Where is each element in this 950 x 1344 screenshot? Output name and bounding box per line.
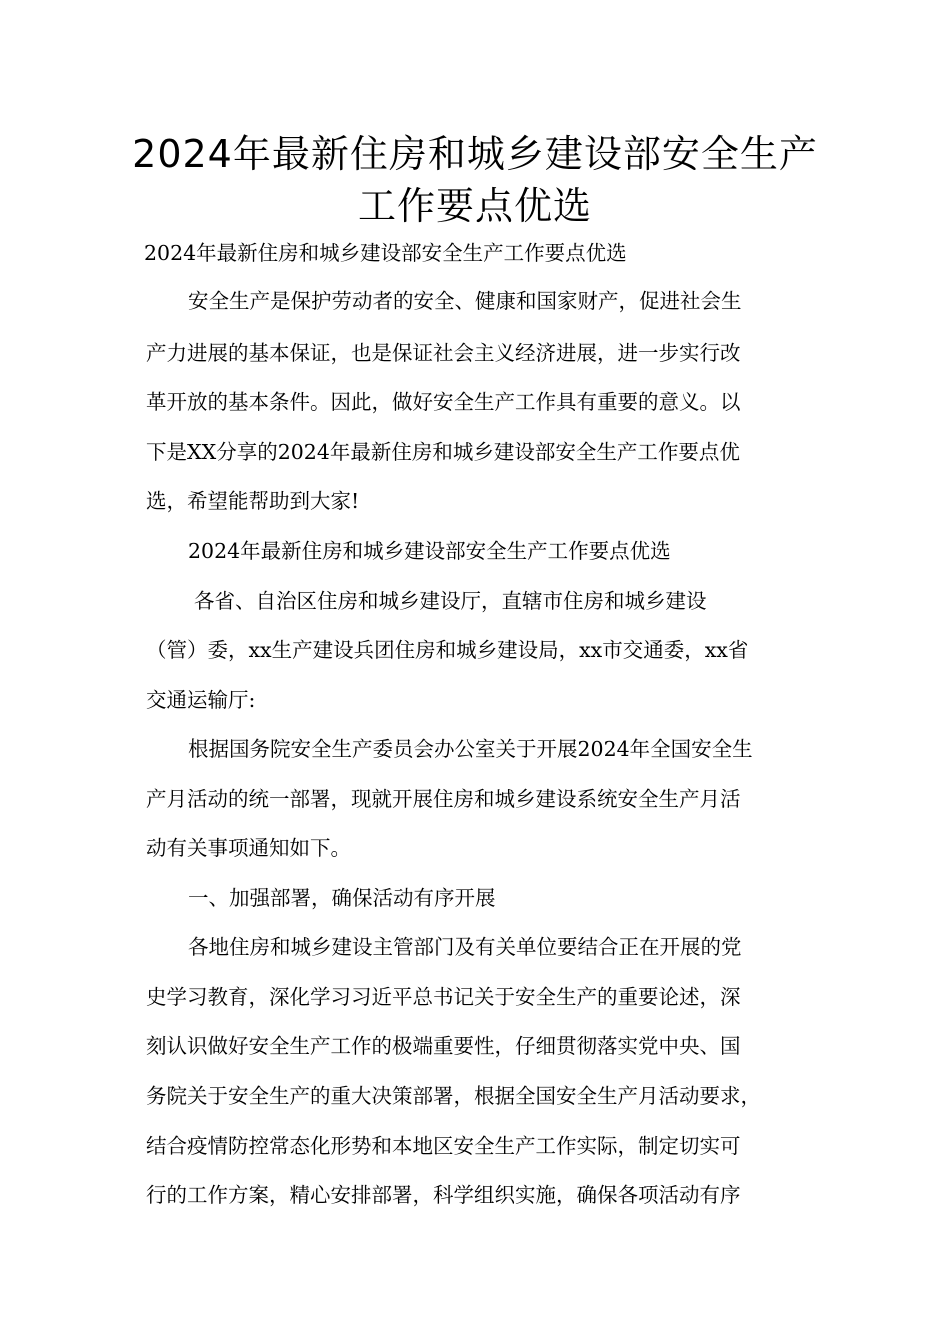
section-heading: 2024年最新住房和城乡建设部安全生产工作要点优选	[188, 539, 671, 563]
section-one-paragraph-line: 行的工作方案，精心安排部署，科学组织实施，确保各项活动有序	[146, 1183, 741, 1207]
section-one-paragraph-line: 结合疫情防控常态化形势和本地区安全生产工作实际，制定切实可	[146, 1134, 741, 1158]
intro-paragraph-line: 革开放的基本条件。因此，做好安全生产工作具有重要的意义。以	[146, 390, 741, 414]
addressee-line: 交通运输厅:	[146, 688, 256, 712]
intro-paragraph-line: 产力进展的基本保证，也是保证社会主义经济进展，进一步实行改	[146, 341, 741, 365]
document-title-line-1: 2024年最新住房和城乡建设部安全生产	[132, 132, 818, 176]
section-one-paragraph-line: 刻认识做好安全生产工作的极端重要性，仔细贯彻落实党中央、国	[146, 1034, 741, 1058]
addressee-line: （管）委，xx生产建设兵团住房和城乡建设局，xx市交通委，xx省	[146, 638, 749, 662]
notice-paragraph-line: 产月活动的统一部署，现就开展住房和城乡建设系统安全生产月活	[146, 787, 741, 811]
document-title-line-2: 工作要点优选	[357, 184, 592, 228]
section-one-heading: 一、加强部署，确保活动有序开展	[188, 886, 496, 910]
subtitle-line: 2024年最新住房和城乡建设部安全生产工作要点优选	[144, 241, 627, 265]
addressee-line: 各省、自治区住房和城乡建设厅，直辖市住房和城乡建设	[194, 589, 707, 613]
intro-paragraph-line: 安全生产是保护劳动者的安全、健康和国家财产，促进社会生	[188, 289, 742, 313]
intro-paragraph-line: 下是XX分享的2024年最新住房和城乡建设部安全生产工作要点优	[146, 440, 740, 464]
section-one-paragraph-line: 各地住房和城乡建设主管部门及有关单位要结合正在开展的党	[188, 935, 742, 959]
notice-paragraph-line: 动有关事项通知如下。	[146, 836, 351, 860]
notice-paragraph-line: 根据国务院安全生产委员会办公室关于开展2024年全国安全生	[188, 737, 753, 761]
section-one-paragraph-line: 务院关于安全生产的重大决策部署，根据全国安全生产月活动要求，	[146, 1084, 761, 1108]
section-one-paragraph-line: 史学习教育，深化学习习近平总书记关于安全生产的重要论述，深	[146, 985, 741, 1009]
intro-paragraph-line: 选，希望能帮助到大家!	[146, 489, 360, 513]
